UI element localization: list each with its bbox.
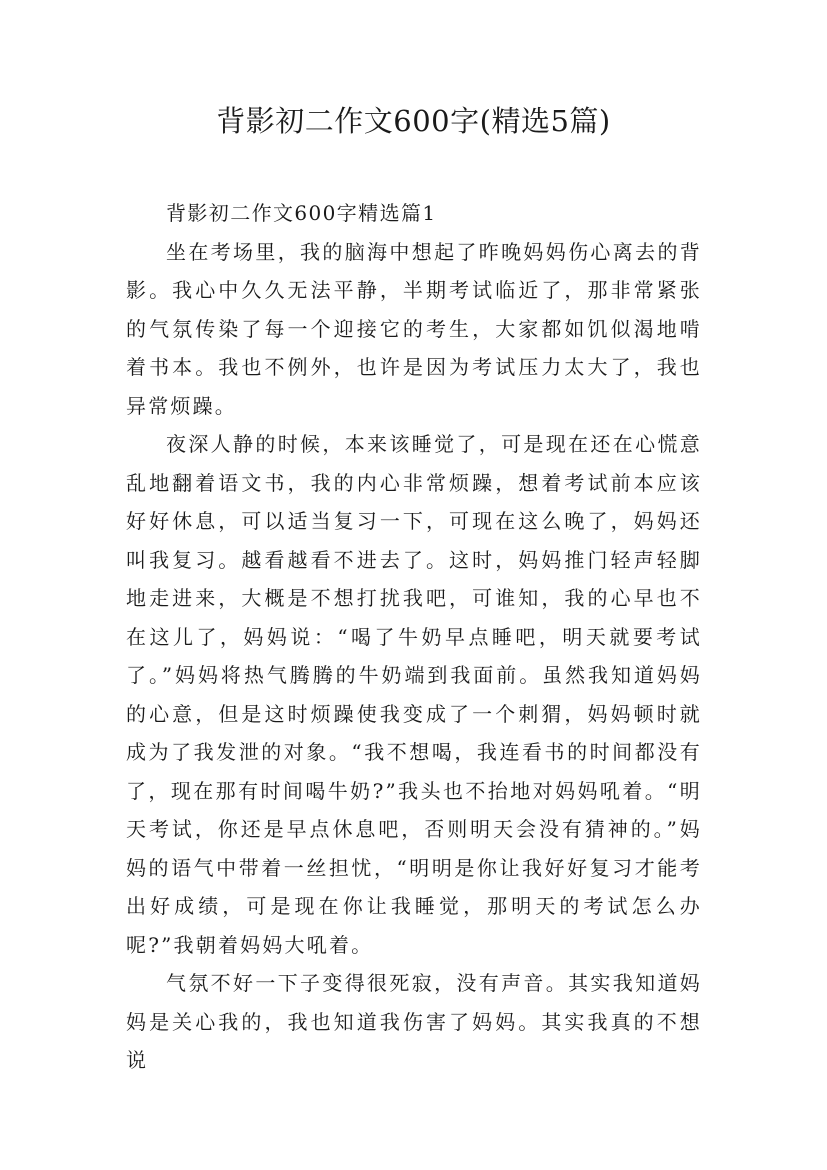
document-body [126,194,702,1080]
section-heading: 背影初二作文600字精选篇1 [166,201,437,225]
document-title: 背影初二作文600字(精选5篇) [216,104,611,138]
paragraph: 夜深人静的时候，本来该睡觉了，可是现在还在心慌意乱地翻着语文书，我的内心非常烦躁，想着考试前本应该好好休息，可以适当复习一下，可现在这么晚了，妈妈还叫我复习。越看越看不进去了。这时，妈妈推门轻声轻脚地走进来，大概是不想打扰我吧，可谁知，我的心早也不在这儿了，妈妈说：“喝了牛奶早点睡吧，明天就要考试了。”妈妈将热气腾腾的牛奶端到我面前。虽然我知道妈妈的心意，但是这时烦躁使我变成了一个刺猬，妈妈顿时就成为了我发泄的对象。“我不想喝，我连看书的时间都没有了，现在那有时间喝牛奶?”我头也不抬地对妈妈吼着。“明天考试，你还是早点休息吧，否则明天会没有猜神的。”妈妈的语气中带着一丝担忧，“明明是你让我好好复习才能考出好成绩，可是现在你让我睡觉，那明天的考试怎么办呢?”我朝着妈妈大吼着。 [126,432,702,957]
paragraph: 气氛不好一下子变得很死寂，没有声音。其实我知道妈妈是关心我的，我也知道我伤害了妈妈。其实我真的不想说 [126,971,702,1072]
paragraph: 坐在考场里，我的脑海中想起了昨晚妈妈伤心离去的背影。我心中久久无法平静，半期考试临近了，那非常紧张的气氛传染了每一个迎接它的考生，大家都如饥似渴地啃着书本。我也不例外，也许是因为考试压力太大了，我也异常烦躁。 [126,239,702,418]
